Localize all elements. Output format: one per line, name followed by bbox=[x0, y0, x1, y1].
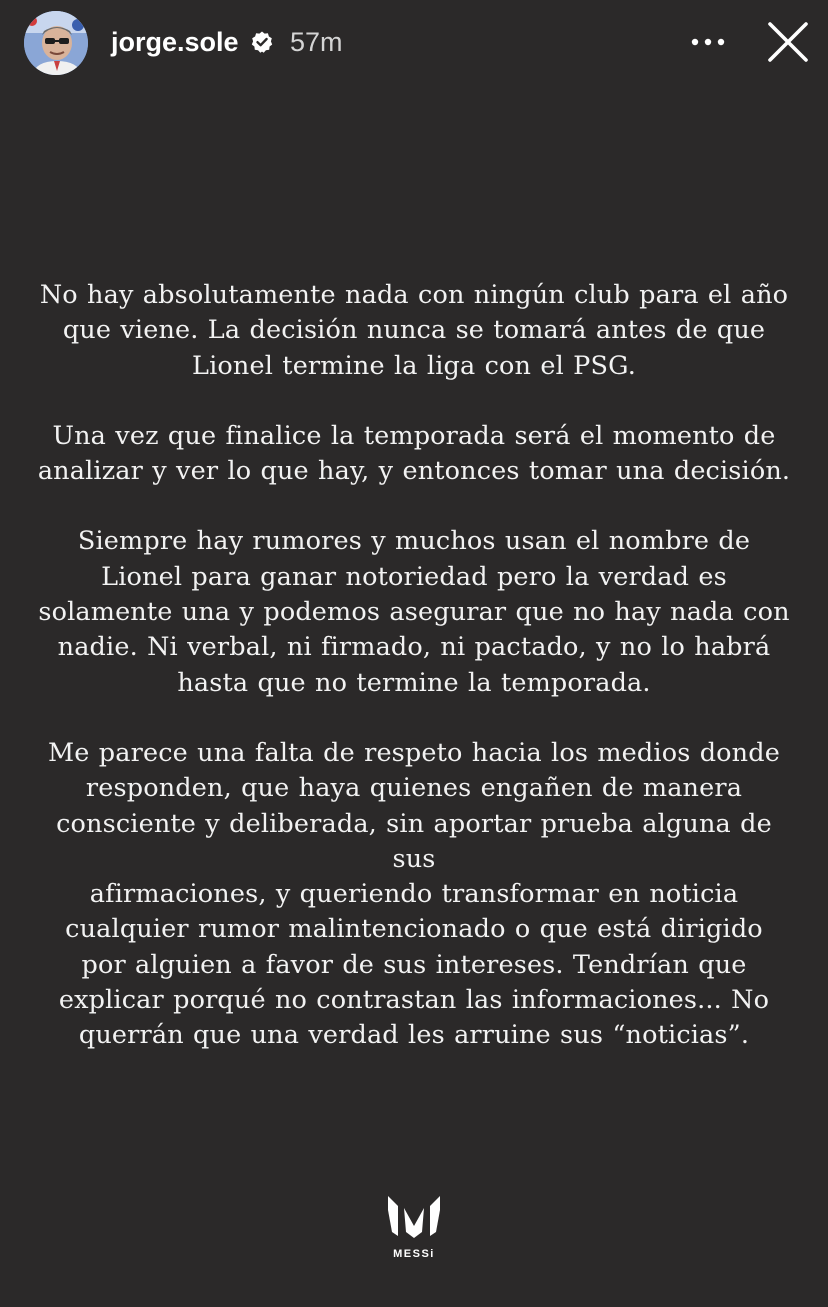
story-text bbox=[30, 278, 798, 1089]
paragraph-2: Una vez que finalice la temporada será el momento de analizar y ver lo que hay, y entonces tomar una decisión. bbox=[37, 420, 791, 487]
paragraph-4: Me parece una falta de respeto hacia los medios donde responden, que haya quienes engañen de manera consciente y deliberada, sin aportar prueba alguna de sus afirmaciones, y queriendo transformar en noticia cualquier rumor malintencionado o que está dirigido por alguien a favor de sus intereses. Tendrían que explicar porqué no contrastan las informaciones... No querrán que una verdad les arruine sus “noticias”. bbox=[48, 737, 780, 1051]
paragraph-1: No hay absolutamente nada con ningún club para el año que viene. La decisión nunca se tomará antes de que Lionel termine la liga con el PSG. bbox=[39, 280, 789, 381]
close-button[interactable] bbox=[762, 16, 814, 68]
more-options-button[interactable] bbox=[683, 22, 733, 62]
close-icon bbox=[762, 16, 814, 68]
messi-logo-text: MESSi bbox=[393, 1248, 435, 1260]
story-header bbox=[0, 0, 828, 86]
story-timestamp: 57m bbox=[290, 27, 343, 57]
username[interactable]: jorge.sole bbox=[111, 27, 239, 57]
paragraph-3: Siempre hay rumores y muchos usan el nombre de Lionel para ganar notoriedad pero la verdad es solamente una y podemos asegurar que no hay nada con nadie. Ni verbal, ni firmado, ni pactado, y no lo habrá hasta que no termine la temporada. bbox=[38, 526, 790, 698]
avatar-photo-icon bbox=[24, 11, 88, 75]
verified-badge-icon bbox=[250, 30, 274, 54]
messi-logo-icon bbox=[374, 1186, 454, 1244]
more-horizontal-icon bbox=[683, 22, 733, 62]
messi-logo bbox=[374, 1186, 454, 1276]
avatar[interactable] bbox=[24, 11, 88, 75]
